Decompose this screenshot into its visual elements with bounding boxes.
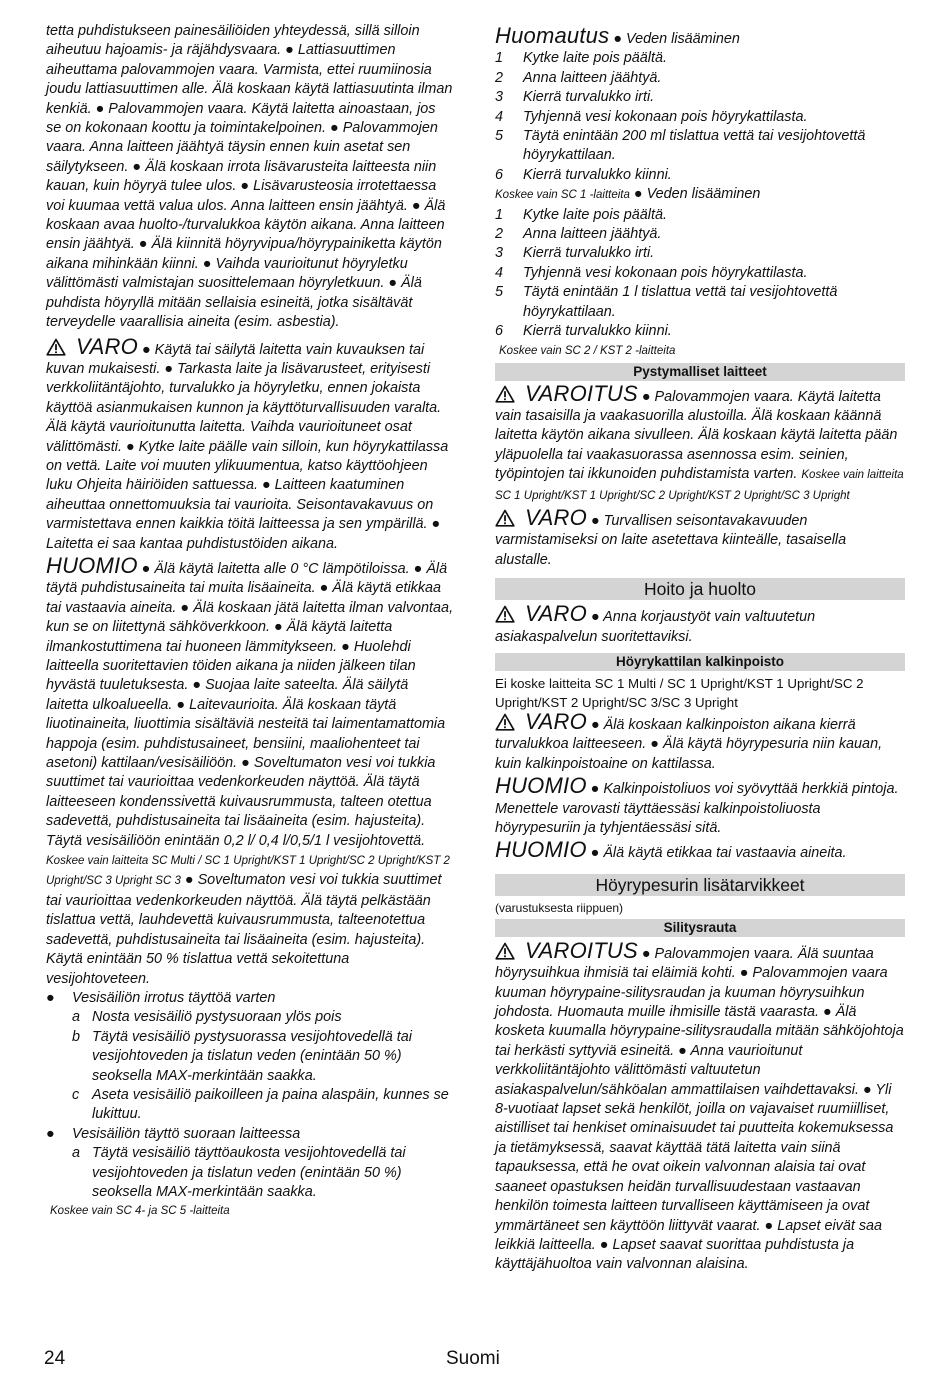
section-bar-hoito: Hoito ja huolto (495, 578, 905, 600)
varo1-text: ● Turvallisen seisontavakavuuden varmistamiseksi on laite asetettava kiinteälle, tasaisella alustalle. (495, 512, 847, 568)
warning-icon (46, 338, 66, 356)
kalkki-note: Ei koske laitteita SC 1 Multi / SC 1 Upright/KST 1 Upright/SC 2 Upright/KST 2 Upright/SC 3/SC 3 Upright (495, 675, 864, 710)
step-list-1 (495, 49, 905, 185)
sub-text: Nosta vesisäiliö pystysuoraan ylös pois (92, 1009, 342, 1026)
varoitus-label: VAROITUS (525, 937, 638, 963)
huomio-block (46, 552, 454, 989)
step-number: 2 (495, 226, 504, 243)
footer-language: Suomi (446, 1348, 500, 1369)
step-number: 5 (495, 128, 504, 145)
huomio-note: Koskee vain laitteita SC Multi / SC 1 Upright/KST 1 Upright/SC 2 Upright/KST 2 Upright/SC 3 Upright SC 3 (46, 855, 450, 888)
section-bar-pysty: Pystymalliset laitteet (495, 363, 905, 381)
sc1-subtitle: ● Veden lisääminen (633, 186, 761, 203)
warning-icon (495, 713, 515, 731)
varoitus-label: VAROITUS (525, 380, 638, 406)
varoitus1-text: ● Palovammojen vaara. Käytä laitetta vain tasaisilla ja vaakasuorilla alustoilla. Älä koskaan käännä laitetta käytön aikana sivulleen. Älä koskaan käytä laitetta pään yläpuolella tai vaakasuorassa asennossa esim. seinien, työpintojen tai ikkunoiden puhdistamista varten. (495, 388, 898, 483)
warning-icon (495, 509, 515, 527)
step-text: Anna laitteen jäähtyä. (523, 69, 662, 86)
step-number: 3 (495, 89, 504, 106)
step-number: 1 (495, 50, 504, 67)
step-text: Kierrä turvalukko kiinni. (523, 166, 672, 183)
varoitus1-note: Koskee vain laitteita SC 1 Upright/KST 1 Upright/SC 2 Upright/KST 2 Upright/SC 3 Upright (495, 469, 904, 502)
varo-label: VARO (525, 504, 587, 530)
sub-key: a (72, 1145, 81, 1162)
step-text: Kierrä turvalukko kiinni. (523, 323, 672, 340)
lisa-note: (varustuksesta riippuen) (495, 900, 624, 915)
varo2-text: ● Anna korjaustyöt vain valtuutetun asiakaspalvelun suoritettaviksi. (495, 609, 816, 645)
huomautus-heading (495, 23, 905, 49)
step-number: 4 (495, 264, 504, 281)
varoitus-block-1 (495, 380, 905, 506)
left-column (46, 22, 454, 1220)
step-text: Tyhjennä vesi kokonaan pois höyrykattilasta. (523, 264, 808, 281)
varo-block (46, 333, 454, 554)
varoitus2-text: ● Palovammojen vaara. Älä suuntaa höyrysuihkua ihmisiä tai eläimiä kohti. ● Palovammojen vaara kuuman höyrypaine-silitysraudan ja kuuman höyrysuihkun johdosta. Huomauta muille ihmisille tästä vaarasta. ● Älä kosketa kuumalla höyrypaine-silitysraudalla mitään sähköjohtoja tai herkästi syttyviä esineitä. ● Anna vaurioitunut verkkoliitäntäjohto välittömästi valtuutetun asiakaspalvelun/sähköalan ammattilaisen vaihdettavaksi. ● Yli 8-vuotiaat lapset sekä henkilöt, joilla on vajavaiset ruumiilliset, aistilliset tai henkiset ominaisuudet tai puutteita kokemuksessa ja tietämyksessä, saavat käyttää tätä laitetta vain siinä tapauksessa, että he ovat oikein valvonnan alaisia tai ovat saaneet opastuksen heidän turvallisuudestaan vastaavan henkilön toimesta laitteen turvalliseen käyttämiseen ja ovat ymmärtäneet sen käyttöön liittyvät vaarat. ● Lapset eivät saa leikkiä laitteella. ● Lapset saavat suorittaa puhdistusta ja käyttäjähuoltoa vain valvonnan alaisina. (495, 945, 904, 1273)
sub-key: c (72, 1086, 80, 1103)
bullet-item (46, 989, 454, 1125)
sc4-sc5-note: Koskee vain SC 4- ja SC 5 -laitteita (50, 1205, 230, 1218)
sc1-note: Koskee vain SC 1 -laitteita (495, 189, 630, 202)
warning-icon (495, 942, 515, 960)
step-text: Kierrä turvalukko irti. (523, 245, 655, 262)
warning-icon (495, 385, 515, 403)
step-number: 6 (495, 323, 504, 340)
varo-label: VARO (525, 601, 587, 627)
sub-text: Täytä vesisäiliö täyttöaukosta vesijohtovedellä tai vesijohtoveden ja tislatun veden (enintään 50 %) seoksella MAX-merkintään saakka. (92, 1145, 406, 1200)
step-number: 3 (495, 245, 504, 262)
huomio-label: HUOMIO (495, 837, 587, 863)
sub-text: Täytä vesisäiliö pystysuorassa vesijohtovedellä tai vesijohtoveden ja tislatun veden (enintään 50 %) seoksella MAX-merkintään saakka. (92, 1028, 412, 1084)
varo-block-3 (495, 708, 905, 774)
varo-label: VARO (76, 333, 138, 359)
bullet-text: Vesisäiliön irrotus täyttöä varten (72, 989, 276, 1006)
bullet-symbol: ● (46, 989, 55, 1006)
huomio-block-1 (495, 773, 905, 838)
huomio-text-b: ● Soveltumaton vesi voi tukkia suuttimet tai vaurioittaa vedenkorkeuden näyttöä. Älä täytä pelkästään tislattua vettä, lauhdevettä kuivausrummusta, talteenotettua sadevettä, puhdistusaineita tai lisäaineita (esim. hajusteita). Käytä enintään 50 % tislattua vettä sekoitettuna vesijohtoveteen. (46, 872, 442, 987)
step-text: Kytke laite pois päältä. (523, 206, 667, 223)
huomio-text-a: ● Älä käytä laitetta alle 0 °C lämpötiloissa. ● Älä täytä puhdistusaineita tai muita lisäaineita. ● Älä käytä etikkaa tai vastaavia aineita. ● Älä koskaan jätä laitetta ilman valvontaa, kun se on liitettynä sähköverkkoon. ● Älä käytä laitetta ilmankostuttimena tai huoneen lämmitykseen. ● Huolehdi laitteella suoritettavien töiden aikana ja niiden jälkeen tilan hyvästä tuuletuksesta. ● Suojaa laite sateelta. Älä säilytä laitetta ulkoalueella. ● Laitevaurioita. Älä koskaan täytä liuotinaineita, liuottimia sisältäviä nesteitä tai laimentamattomia happoja (esim. puhdistusaineet, bensiini, maaliohenteet tai asetoni) kattilaan/vesisäiliöön. ● Soveltumaton vesi voi tukkia suuttimet tai vaurioittaa vedenkorkeuden näyttöä. Älä täytä laitteeseen kondenssivettä kuivausrummusta, talteen otettua sadevettä, puhdistusaineita tai lisäaineita (esim. hajusteita). Täytä vesisäiliöön enintään 0,2 l/ 0,4 l/0,5/1 l vesijohtovettä. (46, 560, 454, 849)
sc2-note: Koskee vain SC 2 / KST 2 -laitteita (499, 344, 676, 357)
step-list-2 (495, 206, 905, 342)
huomio-label: HUOMIO (495, 773, 587, 799)
huomio1-text: ● Kalkinpoistoliuos voi syövyttää herkkiä pintoja. Menettele varovasti täyttäessäsi kalkinpoistoliuosta höyrypesuriin ja tyhjentäessäsi sitä. (495, 781, 899, 836)
huomautus-label: Huomautus (495, 23, 610, 48)
step-number: 4 (495, 108, 504, 125)
varo3-text: ● Älä koskaan kalkinpoiston aikana kierrä turvalukkoa laitteeseen. ● Älä käytä höyrypesuria niin kauan, kuin kalkinpoistoaine on kattilassa. (495, 716, 883, 772)
section-bar-kalkki: Höyrykattilan kalkinpoisto (495, 653, 905, 671)
varo-block-1 (495, 504, 905, 570)
sc1-heading (495, 185, 905, 205)
right-column (495, 23, 905, 1275)
huomio-label: HUOMIO (46, 552, 138, 578)
bullet-text: Vesisäiliön täyttö suoraan laitteessa (72, 1125, 301, 1142)
step-number: 5 (495, 284, 504, 301)
sub-text: Aseta vesisäiliö paikoilleen ja paina alaspäin, kunnes se lukittuu. (92, 1086, 449, 1123)
step-text: Kierrä turvalukko irti. (523, 89, 655, 106)
huomio-block-2 (495, 837, 905, 863)
step-text: Anna laitteen jäähtyä. (523, 226, 662, 243)
warning-icon (495, 605, 515, 623)
step-text: Täytä enintään 200 ml tislattua vettä tai vesijohtovettä höyrykattilaan. (523, 128, 866, 164)
bullet-symbol: ● (46, 1125, 55, 1142)
section-bar-silitys: Silitysrauta (495, 919, 905, 937)
step-number: 6 (495, 166, 504, 183)
sub-key: a (72, 1009, 81, 1026)
section-bar-lisa: Höyrypesurin lisätarvikkeet (495, 874, 905, 896)
huomautus-subtitle: ● Veden lisääminen (613, 31, 740, 47)
varoitus-block-2 (495, 937, 905, 1275)
page-number: 24 (44, 1348, 66, 1369)
sub-key: b (72, 1028, 81, 1045)
step-text: Tyhjennä vesi kokonaan pois höyrykattilasta. (523, 108, 808, 125)
varo-block-2 (495, 601, 905, 647)
intro-paragraph: tetta puhdistukseen painesäiliöiden yhteydessä, sillä silloin aiheutuu hajoamis- ja räjähdysvaara. ● Lattiasuuttimen aiheuttama palovammojen vaara. Varmista, ettei ruumiinosia joudu lattiasuuttimen alle. Älä koskaan käytä lattiasuutinta ilman kenkiä. ● Palovammojen vaara. Käytä laitetta ainoastaan, jos se on kokonaan koottu ja toimintakelpoinen. ● Palovammojen vaara. Anna laitteen jäähtyä täysin ennen kuin asetat sen säilytykseen. ● Älä koskaan irrota lisävarusteita laitteesta niin kauan, kuin höyryä tulee ulos. ● Lisävarusteosia irrotettaessa voi kuumaa vettä valua ulos. Anna laitteen ensin jäähtyä. ● Älä koskaan avaa huolto-/turvalukkoa käytön aikana. Anna laitteen ensin jäähtyä. ● Älä kiinnitä höyryvipua/höyrypainiketta käytön aikana mihinkään kiinni. ● Vaihda vaurioitunut höyryletku välittömästi valmistajan suosittelemaan höyryletkuun. ● Älä puhdista höyryllä mitään sellaisia esineitä, jotka sisältävät terveydelle vaarallisia aineita (esim. asbestia). (46, 23, 453, 331)
step-number: 2 (495, 69, 504, 86)
step-number: 1 (495, 206, 504, 223)
varo-label: VARO (525, 708, 587, 734)
huomio2-text: ● Älä käytä etikkaa tai vastaavia aineita. (590, 845, 847, 862)
bullet-item (46, 1125, 454, 1203)
step-text: Kytke laite pois päältä. (523, 50, 667, 67)
varo-text: ● Käytä tai säilytä laitetta vain kuvauksen tai kuvan mukaisesti. ● Tarkasta laite ja lisävarusteet, erityisesti verkkoliitäntäjohto, turvalukko ja höyryletku, ennen jokaista käyttöä asianmukaisen kunnon ja käyttöturvallisuuden varalta. Älä käytä vaurioitunutta laitetta. Vaihda vaurioituneet osat välittömästi. ● Kytke laite päälle vain silloin, kun höyrykattilassa on vettä. Laite voi muuten ylikuumentua, katso käyttöohjeen luku Ohjeita häiriöiden sattuessa. ● Laitteen kaatuminen aiheuttaa onnettomuuksia tai vaurioita. Seisontavakavuus on varmistettava ennen kaikkia töitä laitteessa ja sen ympärillä. ● Laitetta ei saa kantaa puhdistustöiden aikana. (46, 341, 449, 552)
step-text: Täytä enintään 1 l tislattua vettä tai vesijohtovettä höyrykattilaan. (523, 284, 838, 320)
